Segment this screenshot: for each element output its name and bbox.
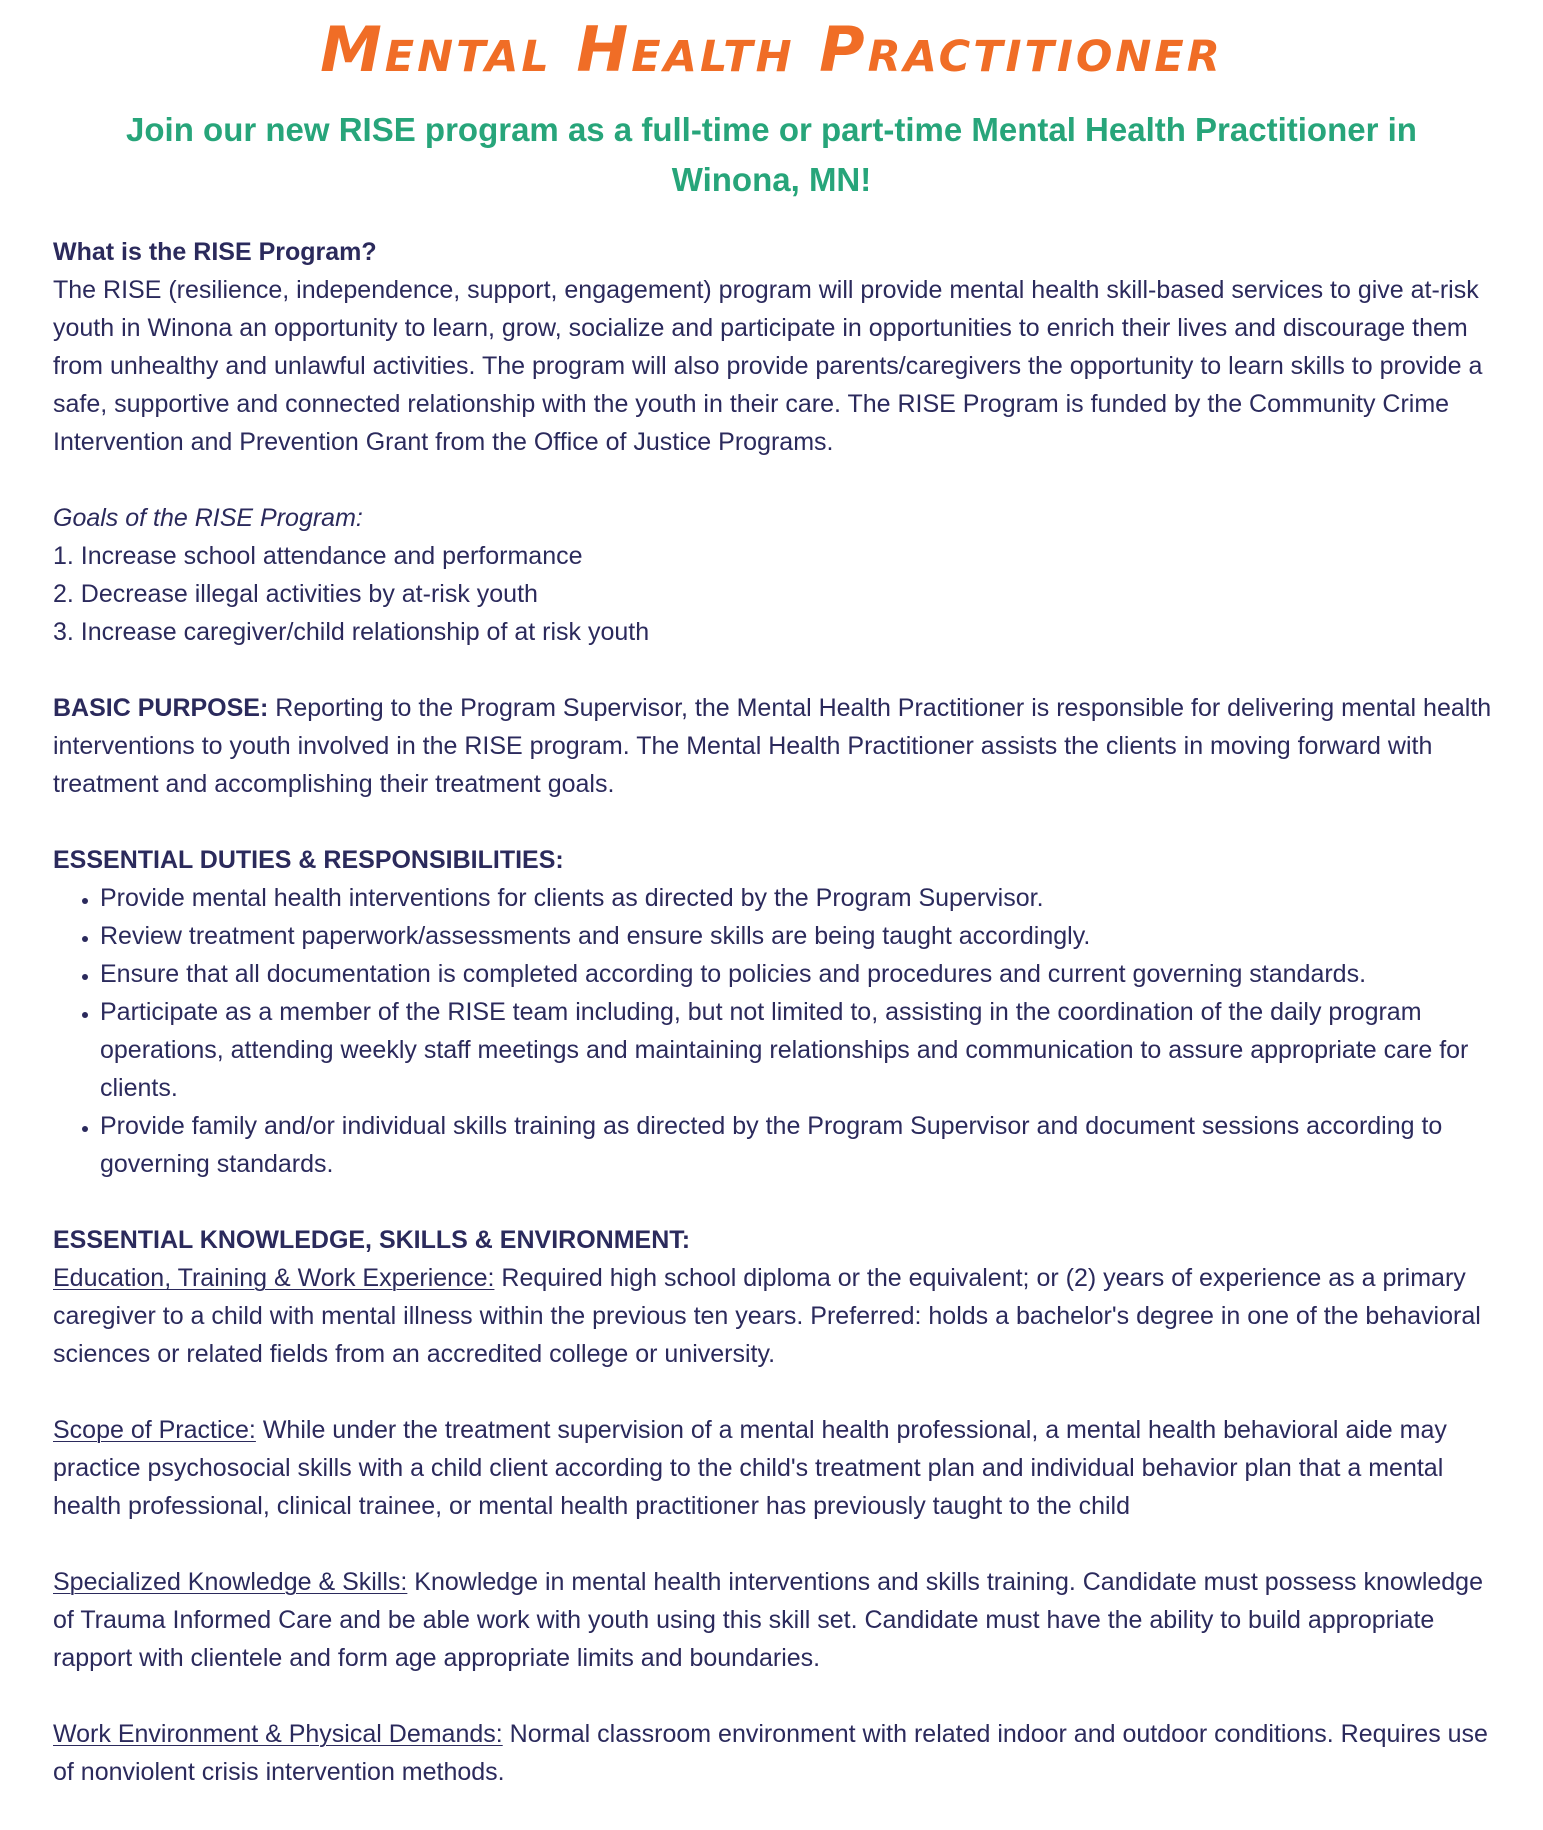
education-body: Required high school diploma or the equivalent; or (2) years of experience as a primary caregiver to a child with mental illness within the previous ten years. Preferred: holds a bachelor's degree in one of the behavioral sciences or related fields from an accredited college or university. <box>53 1264 1481 1368</box>
specialized-label: Specialized Knowledge & Skills: <box>53 1568 408 1596</box>
page-subtitle: Join our new RISE program as a full-time or part-time Mental Health Practitioner in Winona, MN! <box>126 111 1417 198</box>
duties-section <box>53 841 1503 1183</box>
scope-paragraph <box>53 1411 1503 1525</box>
spacer <box>53 1183 1503 1221</box>
duty-item: • Participate as a member of the RISE team including, but not limited to, assisting in the coordination of the daily program operations, attending weekly staff meetings and maintaining relationships and communication to assure appropriate care for clients. <box>100 993 1503 1107</box>
education-paragraph <box>53 1259 1503 1373</box>
environment-label: Work Environment & Physical Demands: <box>53 1720 503 1748</box>
about-heading: What is the RISE Program? <box>53 238 377 266</box>
duties-list <box>53 879 1503 1183</box>
specialized-paragraph <box>53 1563 1503 1677</box>
purpose-body: Reporting to the Program Supervisor, the Mental Health Practitioner is responsible for delivering mental health interventions to youth involved in the RISE program. The Mental Health Practitioner assists the clients in moving forward with treatment and accomplishing their treatment goals. <box>53 694 1492 798</box>
spacer <box>53 1525 1503 1563</box>
duty-item: • Ensure that all documentation is completed according to policies and procedures and current governing standards. <box>100 955 1503 993</box>
about-section <box>53 233 1503 461</box>
spacer <box>53 803 1503 841</box>
goal-item: 1. Increase school attendance and performance <box>53 542 583 570</box>
spacer <box>53 461 1503 499</box>
knowledge-heading: ESSENTIAL KNOWLEDGE, SKILLS & ENVIRONMENT: <box>53 1226 691 1254</box>
goal-item: 3. Increase caregiver/child relationship of at risk youth <box>53 618 650 646</box>
posting-content <box>53 233 1503 1791</box>
purpose-paragraph <box>53 689 1503 803</box>
goals-heading: Goals of the RISE Program: <box>53 504 363 532</box>
spacer <box>53 651 1503 689</box>
purpose-section <box>53 689 1503 803</box>
scope-body: While under the treatment supervision of a mental health professional, a mental health behavioral aide may practice psychosocial skills with a child client according to the child's treatment plan and individual behavior plan that a mental health professional, clinical trainee, or mental health practitioner has previously taught to the child <box>53 1416 1447 1520</box>
purpose-label: BASIC PURPOSE: <box>53 694 269 722</box>
education-label: Education, Training & Work Experience: <box>53 1264 495 1292</box>
environment-paragraph <box>53 1715 1503 1791</box>
spacer <box>53 1677 1503 1715</box>
page-title: Mental Health Practitioner <box>320 13 1223 86</box>
duty-item: • Review treatment paperwork/assessments and ensure skills are being taught accordingly. <box>100 917 1503 955</box>
spacer <box>53 1373 1503 1411</box>
environment-body: Normal classroom environment with related indoor and outdoor conditions. Requires use of nonviolent crisis intervention methods. <box>53 1720 1488 1786</box>
about-body: The RISE (resilience, independence, support, engagement) program will provide mental health skill-based services to give at-risk youth in Winona an opportunity to learn, grow, socialize and participate in opportunities to enrich their lives and discourage them from unhealthy and unlawful activities. The program will also provide parents/caregivers the opportunity to learn skills to provide a safe, supportive and connected relationship with the youth in their care. The RISE Program is funded by the Community Crime Intervention and Prevention Grant from the Office of Justice Programs. <box>53 276 1483 456</box>
duty-item: • Provide mental health interventions for clients as directed by the Program Supervisor. <box>100 879 1503 917</box>
goal-item: 2. Decrease illegal activities by at-risk youth <box>53 580 538 608</box>
scope-label: Scope of Practice: <box>53 1416 256 1444</box>
duties-heading: ESSENTIAL DUTIES & RESPONSIBILITIES: <box>53 846 564 874</box>
goals-section <box>53 499 1503 651</box>
knowledge-section <box>53 1221 1503 1791</box>
duty-item: • Provide family and/or individual skills training as directed by the Program Supervisor and document sessions according to governing standards. <box>100 1107 1503 1183</box>
specialized-body: Knowledge in mental health interventions and skills training. Candidate must possess knowledge of Trauma Informed Care and be able work with youth using this skill set. Candidate must have the ability to build appropriate rapport with clientele and form age appropriate limits and boundaries. <box>53 1568 1483 1672</box>
